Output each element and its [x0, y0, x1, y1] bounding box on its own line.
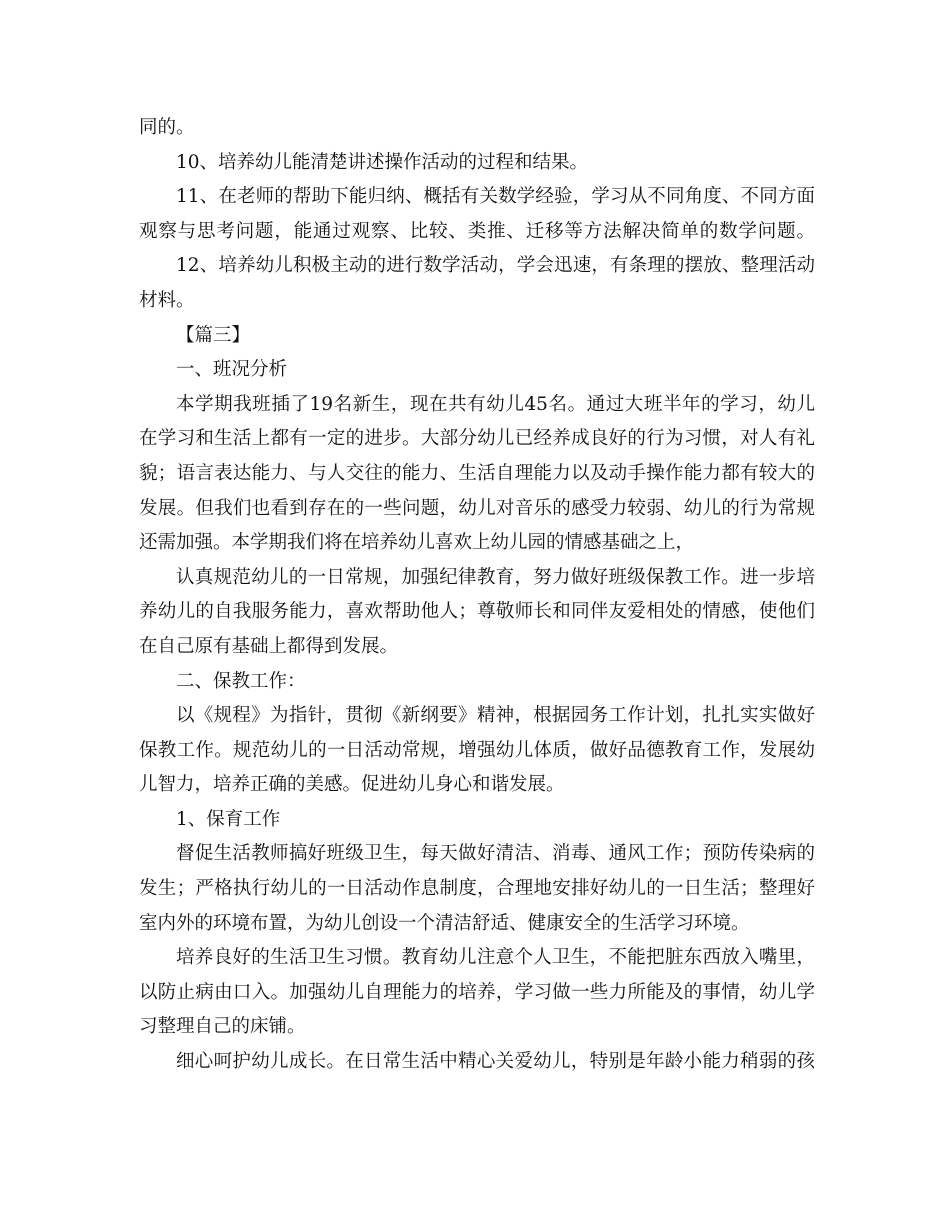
text-line: 10、培养幼儿能清楚讲述操作活动的过程和结果。: [176, 151, 589, 173]
text-line: 保教工作。规范幼儿的一日活动常规，增强幼儿体质，做好品德教育工作，发展幼: [139, 739, 815, 761]
document-body: [139, 111, 815, 1080]
text-line: 本学期我班插了19名新生，现在共有幼儿45名。通过大班半年的学习，幼儿: [176, 393, 815, 415]
text-line: 12、培养幼儿积极主动的进行数学活动，学会迅速，有条理的摆放、整理活动: [176, 255, 815, 277]
text-line: 在自己原有基础上都得到发展。: [139, 635, 399, 657]
text-line: 督促生活教师搞好班级卫生，每天做好清洁、消毒、通风工作；预防传染病的: [176, 843, 815, 865]
text-line: 还需加强。本学期我们将在培养幼儿喜欢上幼儿园的情感基础之上，: [139, 532, 695, 554]
text-line: 【篇三】: [176, 324, 251, 346]
text-line: 习整理自己的床铺。: [139, 1016, 306, 1038]
text-line: 观察与思考问题，能通过观察、比较、类推、迁移等方法解决简单的数学问题。: [139, 220, 815, 242]
text-line: 以防止病由口入。加强幼儿自理能力的培养，学习做一些力所能及的事情，幼儿学: [139, 981, 815, 1003]
text-line: 以《规程》为指针，贯彻《新纲要》精神，根据园务工作计划，扎扎实实做好: [176, 705, 815, 727]
text-line: 材料。: [139, 289, 195, 311]
text-line: 貌；语言表达能力、与人交往的能力、生活自理能力以及动手操作能力都有较大的: [139, 462, 815, 484]
text-line: 发生；严格执行幼儿的一日活动作息制度，合理地安排好幼儿的一日生活；整理好: [139, 878, 815, 900]
text-line: 在学习和生活上都有一定的进步。大部分幼儿已经养成良好的行为习惯，对人有礼: [139, 428, 815, 450]
text-line: 1、保育工作: [176, 808, 281, 830]
text-line: 养幼儿的自我服务能力，喜欢帮助他人；尊敬师长和同伴友爱相处的情感，使他们: [139, 601, 815, 623]
text-line: 室内外的环境布置，为幼儿创设一个清洁舒适、健康安全的生活学习环境。: [139, 912, 750, 934]
text-line: 认真规范幼儿的一日常规，加强纪律教育，努力做好班级保教工作。进一步培: [176, 566, 815, 588]
text-line: 发展。但我们也看到存在的一些问题，幼儿对音乐的感受力较弱、幼儿的行为常规: [139, 497, 815, 519]
text-line: 一、班况分析: [176, 359, 288, 381]
text-line: 同的。: [139, 117, 195, 138]
text-line: 儿智力，培养正确的美感。促进幼儿身心和谐发展。: [139, 774, 565, 796]
text-line: 11、在老师的帮助下能归纳、概括有关数学经验，学习从不同角度、不同方面: [176, 186, 815, 208]
text-line: 二、保教工作：: [176, 670, 306, 692]
text-line: 培养良好的生活卫生习惯。教育幼儿注意个人卫生，不能把脏东西放入嘴里，: [176, 947, 815, 969]
text-line: 细心呵护幼儿成长。在日常生活中精心关爱幼儿，特别是年龄小能力稍弱的孩: [176, 1051, 815, 1073]
